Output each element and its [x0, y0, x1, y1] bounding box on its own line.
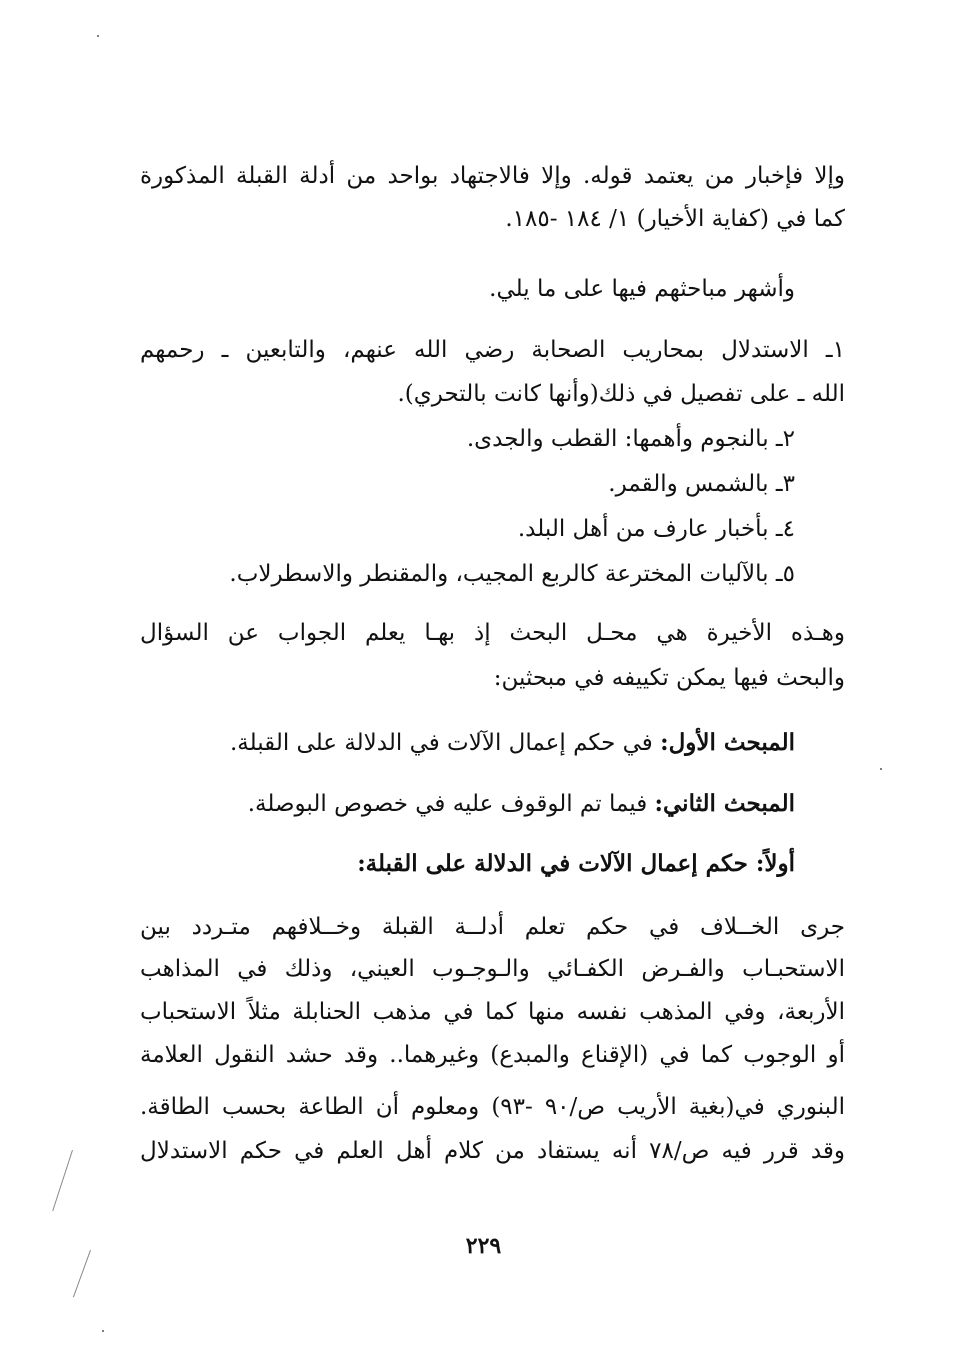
list-item1-line1: ١ـ الاستدلال بمحاريب الصحابة رضي الله عنهم، والتابعين ـ رحمهم [140, 337, 845, 363]
scan-speck [97, 35, 99, 37]
paragraph3-line6: وقد قرر فيه ص/٧٨ أنه يستفاد من كلام أهل العلم في حكم الاستدلال [140, 1138, 845, 1164]
paragraph3-line1: جرى الخــلاف في حكم تعلم أدلــة القبلة وخــلافهم متـردد بين [140, 914, 845, 940]
paragraph1-line2: كما في (كفاية الأخيار) ١/ ١٨٤ -١٨٥. [505, 206, 845, 232]
section1-line [230, 729, 795, 756]
paragraph3-line3: الأربعة، وفي المذهب نفسه منها كما في مذهب الحنابلة مثلاً الاستحباب [140, 999, 845, 1025]
section1-text: في حكم إعمال الآلات في الدلالة على القبلة. [229, 730, 653, 756]
list-item3: ٣ـ بالشمس والقمر. [608, 471, 795, 497]
list-item4: ٤ـ بأخبار عارف من أهل البلد. [517, 516, 795, 542]
paragraph3-line5: البنوري في(بغية الأريب ص/٩٠ -٩٣) ومعلوم أن الطاعة بحسب الطاقة. [140, 1094, 845, 1120]
paragraph2-line2: والبحث فيها يمكن تكييفه في مبحثين: [493, 665, 845, 691]
intro-line: وأشهر مباحثهم فيها على ما يلي. [489, 276, 795, 302]
paragraph1-line1: وإلا فإخبار من يعتمد قوله. وإلا فالاجتهاد بواحد من أدلة القبلة المذكورة [140, 163, 845, 189]
body-text [140, 0, 845, 1200]
section2-line [248, 790, 795, 817]
scan-speck [102, 1330, 104, 1332]
page-number: ٢٢٩ [465, 1233, 502, 1259]
section-heading: أولاً: حكم إعمال الآلات في الدلالة على القبلة: [357, 850, 795, 877]
section2-text: فيما تم الوقوف عليه في خصوص البوصلة. [247, 791, 648, 817]
paragraph3-line4: أو الوجوب كما في (الإقناع والمبدع) وغيرهما.. وقد حشد النقول العلامة [140, 1042, 845, 1068]
paragraph3-line2: الاستحبـاب والفـرض الكفـائي والـوجـوب العيني، وذلك في المذاهب [140, 956, 845, 982]
list-item5: ٥ـ بالآليات المخترعة كالربع المجيب، والمقنطر والاسطرلاب. [229, 561, 795, 587]
section1-label: المبحث الأول: [660, 729, 795, 756]
scan-speck [880, 768, 882, 770]
section2-label: المبحث الثاني: [654, 790, 795, 817]
list-item1-line2: الله ـ على تفصيل في ذلك(وأنها كانت بالتحري). [397, 381, 845, 407]
list-item2: ٢ـ بالنجوم وأهمها: القطب والجدى. [466, 426, 795, 452]
paragraph2-line1: وهـذه الأخيرة هي محـل البحث إذ بهـا يعلم الجواب عن السؤال [140, 620, 845, 646]
scan-scratch [52, 1150, 73, 1211]
